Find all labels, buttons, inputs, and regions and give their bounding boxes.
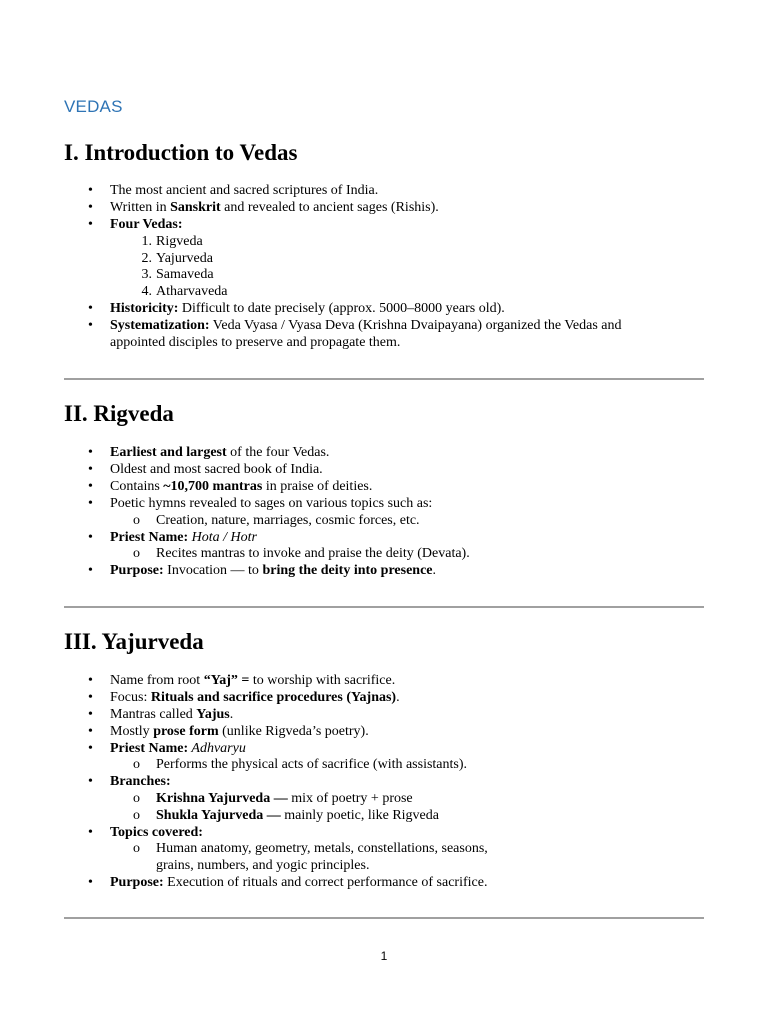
list-item-text: Branches:: [110, 774, 171, 789]
sub-list-item-text: Krishna Yajurveda — mix of poetry + prose: [156, 791, 413, 806]
bullet-marker: •: [88, 707, 93, 722]
sub-list-item-text: Shukla Yajurveda — mainly poetic, like Rigveda: [156, 808, 439, 823]
sub-bullet-marker: o: [133, 808, 140, 823]
list-item-text: Mantras called Yajus.: [110, 707, 234, 722]
list-item-text: The most ancient and sacred scriptures of India.: [110, 183, 379, 198]
list-item-text: Priest Name: Hota / Hotr: [110, 530, 257, 545]
sub-bullet-marker: o: [133, 841, 140, 856]
bullet-marker: •: [88, 183, 93, 198]
list-item-text: Focus: Rituals and sacrifice procedures (Yajnas).: [110, 690, 400, 705]
bullet-marker: •: [88, 530, 93, 545]
numbered-item-text: Atharvaveda: [156, 284, 228, 299]
sub-bullet-marker: o: [133, 791, 140, 806]
bullet-marker: •: [88, 690, 93, 705]
numbered-item-text: Yajurveda: [156, 251, 213, 266]
section-heading-yajurveda: III. Yajurveda: [64, 629, 204, 654]
sub-bullet-marker: o: [133, 513, 140, 528]
bullet-marker: •: [88, 217, 93, 232]
bullet-marker: •: [88, 462, 93, 477]
number-marker: 1.: [141, 234, 152, 249]
bullet-marker: •: [88, 445, 93, 460]
page-number: 1: [380, 949, 388, 963]
number-marker: 3.: [141, 267, 152, 282]
sub-list-item-text: Recites mantras to invoke and praise the deity (Devata).: [156, 546, 470, 561]
list-item-text: Written in Sanskrit and revealed to ancient sages (Rishis).: [110, 200, 439, 215]
list-item-text: Four Vedas:: [110, 217, 183, 232]
bullet-marker: •: [88, 774, 93, 789]
bullet-marker: •: [88, 875, 93, 890]
bullet-marker: •: [88, 301, 93, 316]
list-item-text: Earliest and largest of the four Vedas.: [110, 445, 330, 460]
bullet-marker: •: [88, 741, 93, 756]
section-divider: [64, 378, 704, 380]
sub-list-item-text: Performs the physical acts of sacrifice (with assistants).: [156, 757, 468, 772]
list-item-text: Name from root “Yaj” = to worship with sacrifice.: [110, 673, 396, 688]
number-marker: 4.: [141, 284, 152, 299]
list-item-text: Purpose: Execution of rituals and correct performance of sacrifice.: [110, 875, 488, 890]
sub-bullet-marker: o: [133, 546, 140, 561]
list-item-text: Poetic hymns revealed to sages on various topics such as:: [110, 496, 433, 511]
sub-bullet-marker: o: [133, 757, 140, 772]
section-divider: [64, 606, 704, 608]
sub-list-item-text: grains, numbers, and yogic principles.: [156, 858, 370, 873]
bullet-marker: •: [88, 479, 93, 494]
list-item-text: Topics covered:: [110, 825, 203, 840]
section-heading-rigveda: II. Rigveda: [64, 401, 174, 426]
list-item-text: Mostly prose form (unlike Rigveda’s poetry).: [110, 724, 369, 739]
bullet-marker: •: [88, 724, 93, 739]
bullet-marker: •: [88, 673, 93, 688]
list-item-text: Systematization: Veda Vyasa / Vyasa Deva (Krishna Dvaipayana) organized the Vedas and: [110, 318, 622, 333]
document-title: VEDAS: [64, 97, 123, 116]
section-divider: [64, 917, 704, 919]
bullet-marker: •: [88, 496, 93, 511]
list-item-text: appointed disciples to preserve and propagate them.: [110, 335, 401, 350]
sub-list-item-text: Human anatomy, geometry, metals, constellations, seasons,: [156, 841, 488, 856]
list-item-text: Purpose: Invocation — to bring the deity into presence.: [110, 563, 437, 578]
list-item-text: Contains ~10,700 mantras in praise of deities.: [110, 479, 373, 494]
bullet-marker: •: [88, 563, 93, 578]
bullet-marker: •: [88, 318, 93, 333]
bullet-marker: •: [88, 200, 93, 215]
numbered-item-text: Samaveda: [156, 267, 214, 282]
list-item-text: Priest Name: Adhvaryu: [110, 741, 246, 756]
list-item-text: Historicity: Difficult to date precisely (approx. 5000–8000 years old).: [110, 301, 505, 316]
numbered-item-text: Rigveda: [156, 234, 203, 249]
list-item-text: Oldest and most sacred book of India.: [110, 462, 323, 477]
section-heading-introduction: I. Introduction to Vedas: [64, 140, 298, 165]
sub-list-item-text: Creation, nature, marriages, cosmic forces, etc.: [156, 513, 420, 528]
bullet-marker: •: [88, 825, 93, 840]
number-marker: 2.: [141, 251, 152, 266]
